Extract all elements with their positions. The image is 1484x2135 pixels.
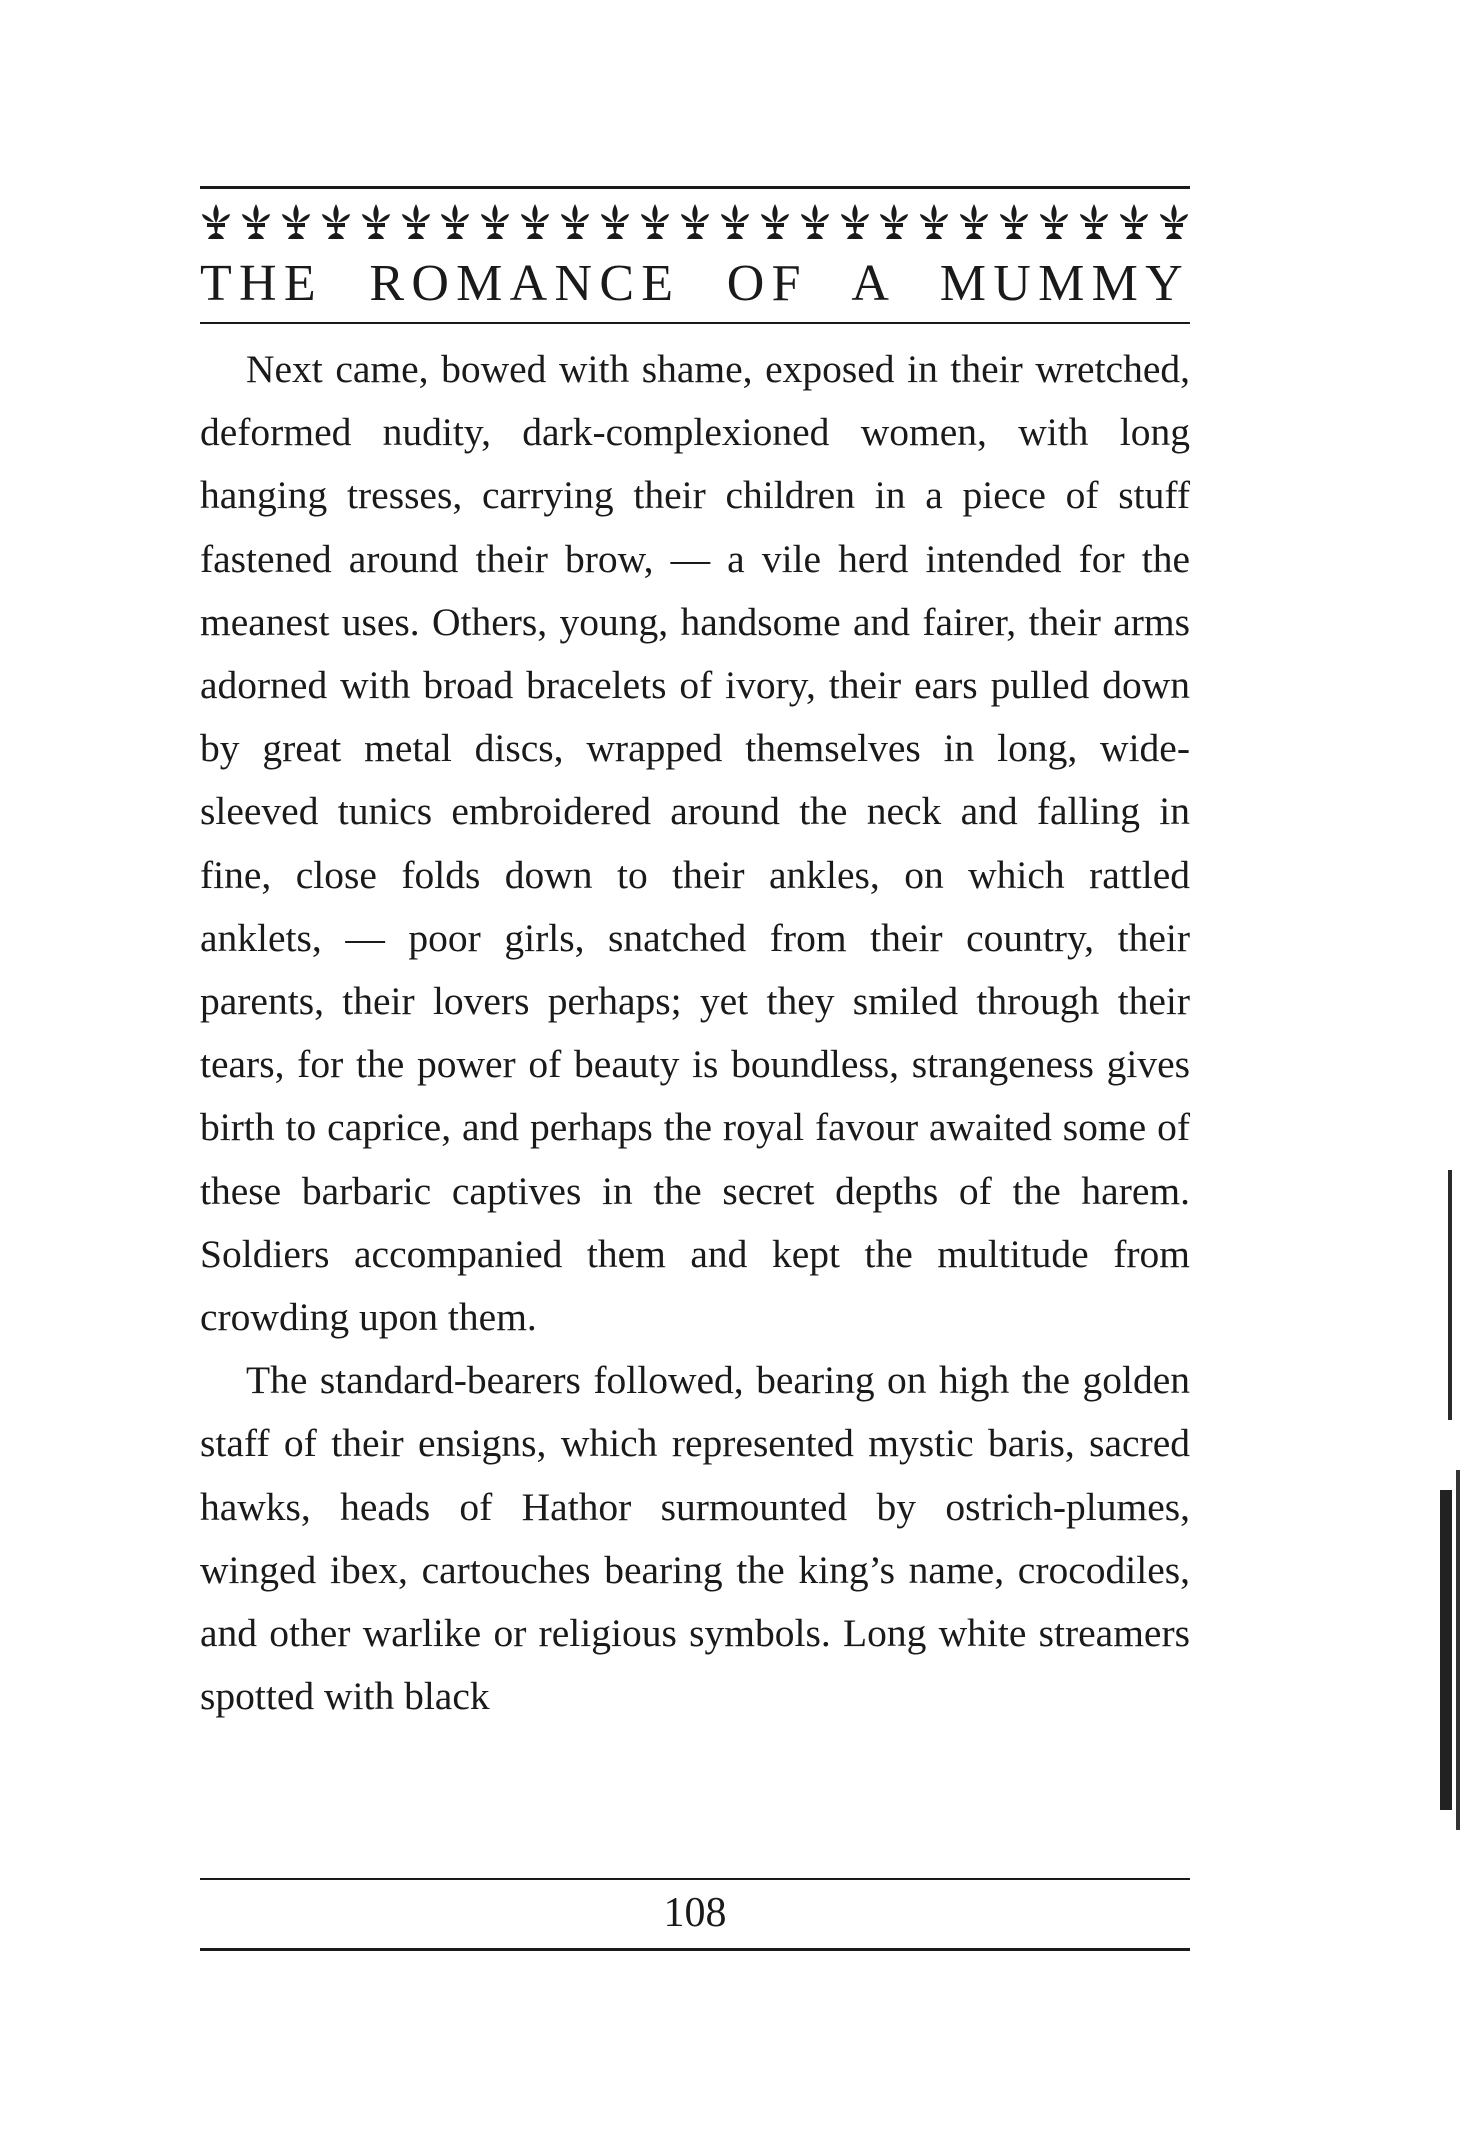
- fleur-de-lis-icon: [1078, 203, 1110, 241]
- fleur-de-lis-icon: [799, 203, 831, 241]
- fleur-de-lis-icon: [519, 203, 551, 241]
- paragraph: The standard-bearers followed, bearing on high the golden staff of their ensigns, which represented mystic baris, sacred hawks, heads of Hathor surmounted by ostrich-plumes, winged ibex, cartouches bearing the king’s name, crocodiles, and other warlike or religious symbols. Long white streamers spotted with black: [200, 1358, 1190, 1719]
- fleur-de-lis-icon: [719, 203, 751, 241]
- footer-rule-bottom: [200, 1948, 1190, 1951]
- fleur-de-lis-icon: [360, 203, 392, 241]
- fleur-de-lis-icon: [400, 203, 432, 241]
- fleur-de-lis-icon: [958, 203, 990, 241]
- body-text: [200, 338, 1190, 1728]
- fleur-de-lis-icon: [878, 203, 910, 241]
- fleur-de-lis-icon: [1118, 203, 1150, 241]
- fleur-de-lis-icon: [479, 203, 511, 241]
- fleur-de-lis-icon: [559, 203, 591, 241]
- fleur-de-lis-icon: [439, 203, 471, 241]
- running-head: THE ROMANCE OF A MUMMY: [200, 255, 1190, 312]
- fleur-de-lis-icon: [320, 203, 352, 241]
- fleur-de-lis-icon: [1158, 203, 1190, 241]
- fleur-de-lis-icon: [679, 203, 711, 241]
- fleur-de-lis-icon: [759, 203, 791, 241]
- fleur-de-lis-icon: [839, 203, 871, 241]
- top-rule: [200, 186, 1190, 189]
- footer-rule-top: [200, 1878, 1190, 1880]
- fleur-de-lis-icon: [639, 203, 671, 241]
- binding-shadow-marks: [1430, 1170, 1470, 1890]
- fleur-de-lis-icon: [200, 203, 232, 241]
- ornament-border: [200, 200, 1190, 244]
- paragraph: Next came, bowed with shame, exposed in their wretched, deformed nudity, dark-complexioned women, with long hanging tresses, carrying their children in a piece of stuff fastened around their brow, — a vile herd intended for the meanest uses. Others, young, handsome and fairer, their arms adorned with broad bracelets of ivory, their ears pulled down by great metal discs, wrapped themselves in long, wide-sleeved tunics embroidered around the neck and falling in fine, close folds down to their ankles, on which rattled anklets, — poor girls, snatched from their country, their parents, their lovers perhaps; yet they smiled through their tears, for the power of beauty is boundless, strangeness gives birth to caprice, and perhaps the royal favour awaited some of these barbaric captives in the secret depths of the harem. Soldiers accompanied them and kept the multitude from crowding upon them.: [200, 347, 1190, 1340]
- fleur-de-lis-icon: [918, 203, 950, 241]
- page-number: 108: [663, 1890, 727, 1936]
- fleur-de-lis-icon: [240, 203, 272, 241]
- fleur-de-lis-icon: [280, 203, 312, 241]
- fleur-de-lis-icon: [599, 203, 631, 241]
- fleur-de-lis-icon: [1038, 203, 1070, 241]
- header-rule: [200, 322, 1190, 324]
- fleur-de-lis-icon: [998, 203, 1030, 241]
